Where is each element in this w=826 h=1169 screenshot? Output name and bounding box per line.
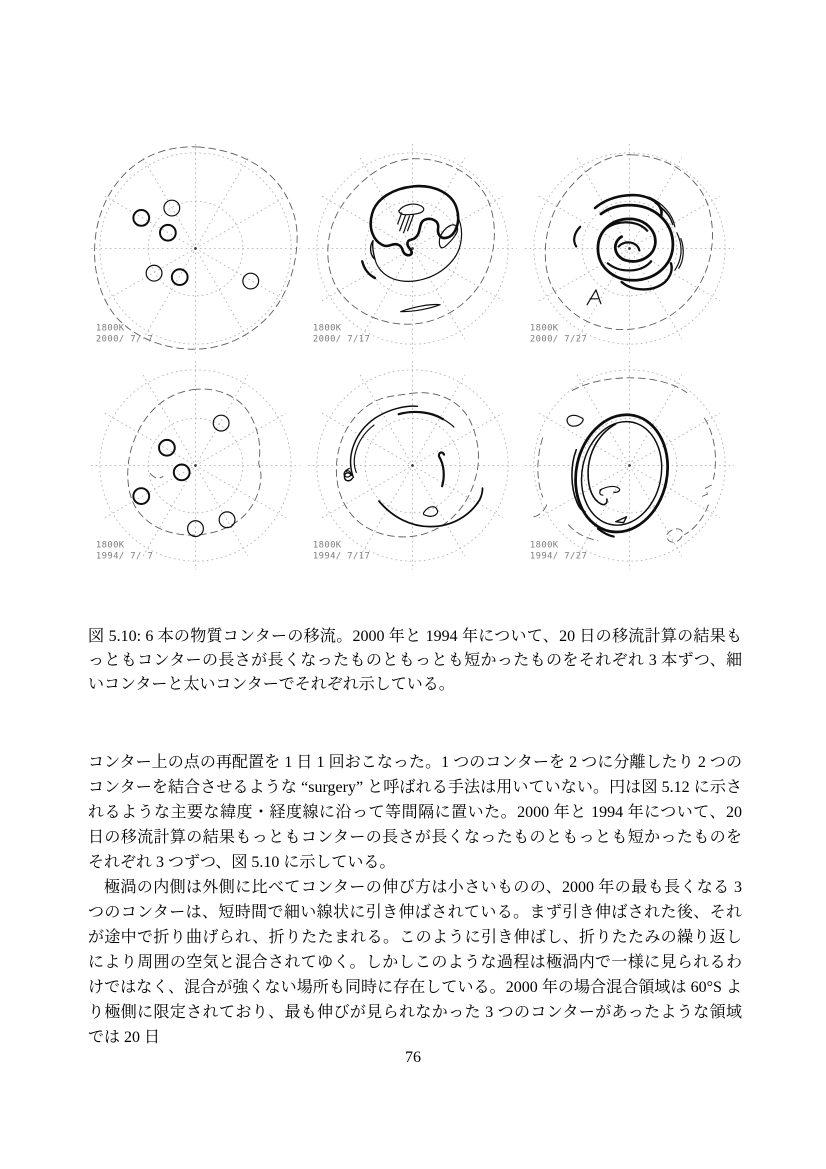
pole-dot: [628, 464, 631, 467]
polar-plot: [304, 140, 521, 357]
polar-plot: [87, 357, 304, 574]
pole-dot: [194, 464, 197, 467]
polar-plot: [87, 140, 304, 357]
panel-date-label: 2000/ 7/ 7: [95, 334, 154, 345]
panel-date-label: 1994/ 7/17: [312, 551, 371, 562]
body-paragraph-1: コンター上の点の再配置を 1 日 1 回おこなった。1 つのコンターを 2 つに分離したり 2 つのコンターを結合させるような “surgery” と呼ばれる手法は用いていない。円は図 5.12 に示されるような主要な緯度・経度線に沿って等間隔に置いた。2000 年と 1994 年について、20 日の移流計算の結果もっともコンターの長さが長くなったものともっとも短かったものをそれぞれ 3 つずつ、図 5.10 に示している。: [88, 754, 742, 871]
panel-level-label: 1800K: [312, 540, 342, 551]
material-contours: [133, 200, 258, 289]
figure-panel-2000-07-27: [521, 140, 738, 357]
figure-caption: 図 5.10: 6 本の物質コンターの移流。2000 年と 1994 年について、20 日の移流計算の結果もっともコンターの長さが長くなったものともっとも短かったものをそれぞれ 3 本ずつ、細いコンターと太いコンターでそれぞれ示している。: [88, 628, 742, 693]
polar-plot: [521, 140, 738, 357]
pole-dot: [628, 247, 631, 250]
figure-5-10: [87, 140, 738, 574]
coastline: [328, 159, 495, 325]
pole-dot: [411, 464, 414, 467]
body-text: [88, 750, 742, 1050]
panel-date-label: 1994/ 7/27: [529, 551, 588, 562]
body-paragraph-2: 極渦の内側は外側に比べてコンターの伸び方は小さいものの、2000 年の最も長くなる 3 つのコンターは、短時間で細い線状に引き伸ばされている。まず引き伸ばされた後、それが途中で折り曲げられ、折りたたまれる。このように引き伸ばし、折りたたみの繰り返しにより周囲の空気と混合されてゆく。しかしこのような過程は極渦内で一様に見られるわけではなく、混合が強くない場所も同時に存在している。2000 年の場合混合領域は 60°S より極側に限定されており、最も伸びが見られなかった 3 つのコンターがあったような領域では 20 日: [88, 879, 742, 1046]
material-contours: [133, 415, 235, 536]
panel-level-label: 1800K: [95, 540, 125, 551]
figure-panel-1994-07-07: [87, 357, 304, 574]
coastline: [336, 393, 478, 537]
polar-plot: [304, 357, 521, 574]
panel-level-label: 1800K: [95, 323, 125, 334]
panel-date-label: 1994/ 7/ 7: [95, 551, 154, 562]
figure-panel-1994-07-27: [521, 357, 738, 574]
figure-panel-2000-07-17: [304, 140, 521, 357]
panel-date-label: 2000/ 7/17: [312, 334, 371, 345]
panel-date-label: 2000/ 7/27: [529, 334, 588, 345]
figure-panel-1994-07-17: [304, 357, 521, 574]
figure-panel-2000-07-07: [87, 140, 304, 357]
polar-plot: [521, 357, 738, 574]
material-contours: [565, 406, 678, 541]
panel-level-label: 1800K: [529, 323, 559, 334]
material-contours: [574, 195, 683, 305]
coastline: [128, 389, 261, 535]
page-number: 76: [405, 1049, 421, 1066]
panel-level-label: 1800K: [529, 540, 559, 551]
panel-level-label: 1800K: [312, 323, 342, 334]
pole-dot: [194, 247, 197, 250]
